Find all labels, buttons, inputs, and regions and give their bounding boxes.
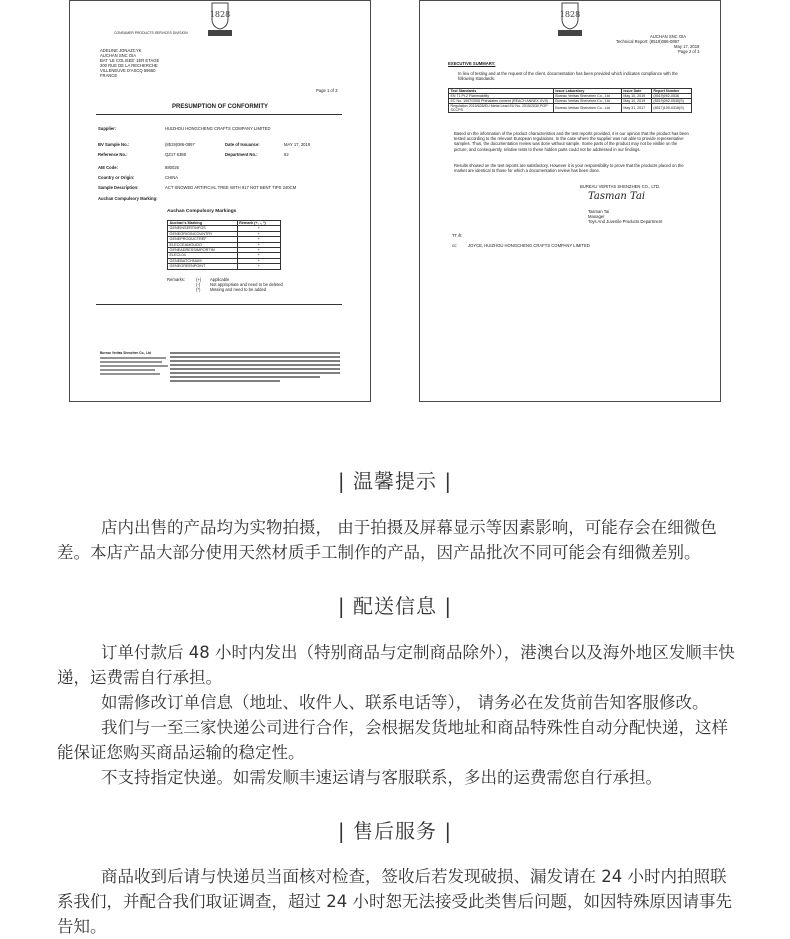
- address-line-3: BAT 'LE COLISEE' 1ER ETAGE: [100, 58, 160, 63]
- aie-value: 880026: [165, 165, 179, 170]
- header-client: AUCHAN SNC OIA: [650, 34, 687, 39]
- remark-symbol: (+): [196, 277, 202, 282]
- column-header: Issue Date: [621, 89, 651, 94]
- remark-text: Applicable: [210, 277, 230, 282]
- conformity-certificate-page-2: [419, 0, 721, 402]
- laboratory-cell: Bureau Veritas Shenzhen Co., Ltd: [553, 104, 621, 113]
- remark-cell: +: [237, 226, 280, 231]
- marking-cell: GENEGREENPOINT: [168, 264, 238, 269]
- standard-cell: EC No. 1907/2006 Phthalates content (REACH ANNEX XVII): [449, 99, 554, 104]
- signer-name: Tasman Tai: [588, 209, 610, 214]
- remark-symbol: (-): [196, 282, 201, 287]
- column-header: Issue Laboratory: [553, 89, 621, 94]
- remarks-label: Remarks:: [167, 277, 185, 282]
- marking-cell: ELECCEAMOUDO: [168, 242, 238, 247]
- auchan-marking-label: Auchan Compulsory Marking:: [98, 196, 158, 201]
- remark-cell: +: [237, 242, 280, 247]
- sample-desc-label: Sample Description:: [98, 185, 139, 190]
- remark-cell: +: [237, 264, 280, 269]
- address-line-6: FRANCE: [100, 73, 118, 78]
- department-value: 52: [284, 152, 289, 157]
- section-title-delivery: | 配送信息 |: [337, 594, 453, 618]
- markings-title: Auchan Compulsory Markings: [167, 209, 237, 214]
- laboratory-cell: Bureau Veritas Shenzhen Co., Ltd: [553, 99, 621, 104]
- date-cell: May 31, 2017: [621, 104, 651, 113]
- report-cell: (8519)092-0536: [651, 94, 691, 99]
- header-page: Page 2 of 3: [678, 49, 700, 54]
- marking-cell: GENEADRESSIMPORTIM: [168, 248, 238, 253]
- aie-label: AIE Code:: [98, 165, 119, 170]
- svg-text:1828: 1828: [559, 10, 581, 19]
- footer-company: Bureau Veritas Shenzhen Co., Ltd: [100, 351, 152, 355]
- conformity-certificate-page-1: [69, 0, 371, 402]
- executive-summary-title: EXECUTIVE SUMMARY:: [448, 61, 496, 66]
- column-header: Test Standards: [449, 89, 554, 94]
- marking-cell: GENEBATCHNUM: [168, 258, 238, 263]
- standards-table: [448, 88, 692, 113]
- address-line-4: 200 RUE DE LA RECHERCHE: [100, 63, 158, 68]
- marking-cell: GENEINSERTINFOS: [168, 226, 238, 231]
- standard-cell: EN 71 Pt.2 Flammability: [449, 94, 554, 99]
- paragraph: 店内出售的产品均为实物拍摄， 由于拍摄及屏幕显示等因素影响，可能存会在细微色差。本店产品大部分使用天然材质手工制作的产品，因产品批次不同可能会有细微差别。: [57, 518, 717, 562]
- supplier-label: Supplier:: [98, 126, 117, 131]
- legal-disclaimer-fineprint: [170, 351, 342, 383]
- bureau-veritas-logo: [204, 1, 236, 37]
- section-body-tips: [57, 515, 737, 565]
- bureau-veritas-logo: [554, 1, 586, 37]
- paragraph: 如需修改订单信息（地址、收件人、联系电话等）， 请务必在发货前告知客服修改。: [101, 693, 709, 712]
- section-body-after-sales: [57, 864, 737, 939]
- svg-text:1828: 1828: [209, 10, 231, 19]
- standard-cell: Regulation 2015/628/EU Metal Lead EU No. 2015/2030 POP SCCPS: [449, 104, 554, 113]
- certificate-title: PRESUMPTION OF CONFORMITY: [172, 104, 268, 110]
- section-title-after-sales: | 售后服务 |: [337, 819, 453, 843]
- opinion-paragraph: Based on the information of the product characteristics and the test reports provided, it is our opinion that the product has been tested according to the relevant European regulations. In the case where the supplier was not able to provide representative samples. Thus, the documentation review was done without sample. Some parts of the product may not be visible on the picture, and consequently, relative tests to these hidden parts could not be addressed in our findings.: [454, 131, 689, 152]
- issuing-company: BUREAU VERITAS SHENZHEN CO., LTD.: [580, 184, 661, 189]
- table-row: [168, 264, 281, 269]
- reference-label: Reference No.:: [98, 152, 128, 157]
- bv-sample-label: BV Sample No.:: [98, 142, 130, 147]
- remark-text: Missing and need to be added: [210, 287, 267, 292]
- laboratory-cell: Bureau Veritas Shenzhen Co., Ltd: [553, 94, 621, 99]
- report-cell: (8519)092-0536(S): [651, 99, 691, 104]
- report-cell: (8517)109-0318(S): [651, 104, 691, 113]
- department-label: Department No.:: [225, 152, 258, 157]
- table-row: [449, 104, 692, 113]
- footer-address-text: [100, 356, 170, 380]
- markings-table: [167, 220, 281, 270]
- country-label: Country or Origin:: [98, 175, 135, 180]
- table-row: [449, 99, 692, 104]
- signer-title: Manager: [588, 214, 605, 219]
- address-line-5: VILLENEUVE D'ASCQ 59650: [100, 68, 156, 73]
- cc-label: cc:: [452, 243, 458, 248]
- country-value: CHINA: [165, 175, 179, 180]
- date-cell: May 10, 2019: [621, 99, 651, 104]
- cc-value: JOYCE, HUIZHOU HONGCHENG CRAFTS COMPANY LIMITED: [468, 243, 590, 248]
- marking-cell: GENEPRODUCTREF: [168, 237, 238, 242]
- remark-cell: +: [237, 258, 280, 263]
- header-date: May 17, 2019: [674, 44, 700, 49]
- marking-cell: GENEORIGINCOUNTRY: [168, 231, 238, 236]
- supplier-value: HUIZHOU HONGCHENG CRAFTS COMPANY LIMITED: [165, 126, 271, 131]
- paragraph: 订单付款后 48 小时内发出（特别商品与定制商品除外），港澳台以及海外地区发顺丰快递，运费需自行承担。: [57, 643, 735, 687]
- address-line-1: ADELINE JONAZCYK: [100, 48, 142, 53]
- date-issuance-value: MAY 17, 2019: [284, 142, 311, 147]
- marking-cell: ELECL04: [168, 253, 238, 258]
- date-cell: May 10, 2019: [621, 94, 651, 99]
- page-number: Page 1 of 3: [316, 88, 338, 93]
- initials: TT /lt: [452, 233, 462, 238]
- division-label: CONSUMER PRODUCTS SERVICES DIVISION: [114, 31, 188, 35]
- reference-value: QZ17 6388: [165, 152, 186, 157]
- divider: [96, 114, 342, 115]
- results-paragraph: Results showed on the test reports are satisfactory. However it is your responsibility to prove that the products placed on the market are identical to those for which a documentation review has been done.: [454, 163, 684, 174]
- paragraph: 不支持指定快递。如需发顺丰速运请与客服联系，多出的运费需您自行承担。: [101, 768, 662, 787]
- bv-sample-value: (8519)086-0897: [165, 142, 195, 147]
- signer-department: Toys And Juvenile Products Department: [588, 219, 663, 224]
- remark-text: Not appropriate and need to be deleted: [210, 282, 283, 287]
- section-title-tips: | 温馨提示 |: [337, 469, 453, 493]
- sample-desc-value: ACT SNOWED ARTIFICIAL TREE WITH 917 NOT BENT TIPS 240CM: [165, 185, 297, 190]
- remark-cell: +: [237, 231, 280, 236]
- column-header: Remark (+, -, *): [237, 221, 280, 226]
- remark-cell: +: [237, 237, 280, 242]
- executive-summary-intro: In lieu of testing and at the request of the client, documentation has been provided which indicates compliance with the following standards.: [458, 71, 678, 82]
- remark-symbol: (*): [196, 287, 201, 292]
- remark-cell: +: [237, 248, 280, 253]
- address-line-2: AUCHAN SNC OIA: [100, 53, 137, 58]
- paragraph: 我们与一至三家快递公司进行合作，会根据发货地址和商品特殊性自动分配快递，这样能保证您购买商品运输的稳定性。: [57, 718, 728, 762]
- paragraph: 商品收到后请与快递员当面核对检查，签收后若发现破损、漏发请在 24 小时内拍照联系我们，并配合我们取证调查，超过 24 小时恕无法接受此类售后问题，如因特殊原因请事先告知。: [57, 867, 732, 936]
- date-issuance-label: Date of Issuance:: [225, 142, 260, 147]
- signature: Tasman Tai: [588, 191, 646, 202]
- column-header: Report Number: [651, 89, 691, 94]
- section-body-delivery: [57, 640, 737, 790]
- table-row: [449, 94, 692, 99]
- column-header: Auchan's Marking: [168, 221, 238, 226]
- remark-cell: +: [237, 253, 280, 258]
- divider: [96, 304, 342, 305]
- header-report-number: Technical Report: (8519)086-0897: [616, 39, 680, 44]
